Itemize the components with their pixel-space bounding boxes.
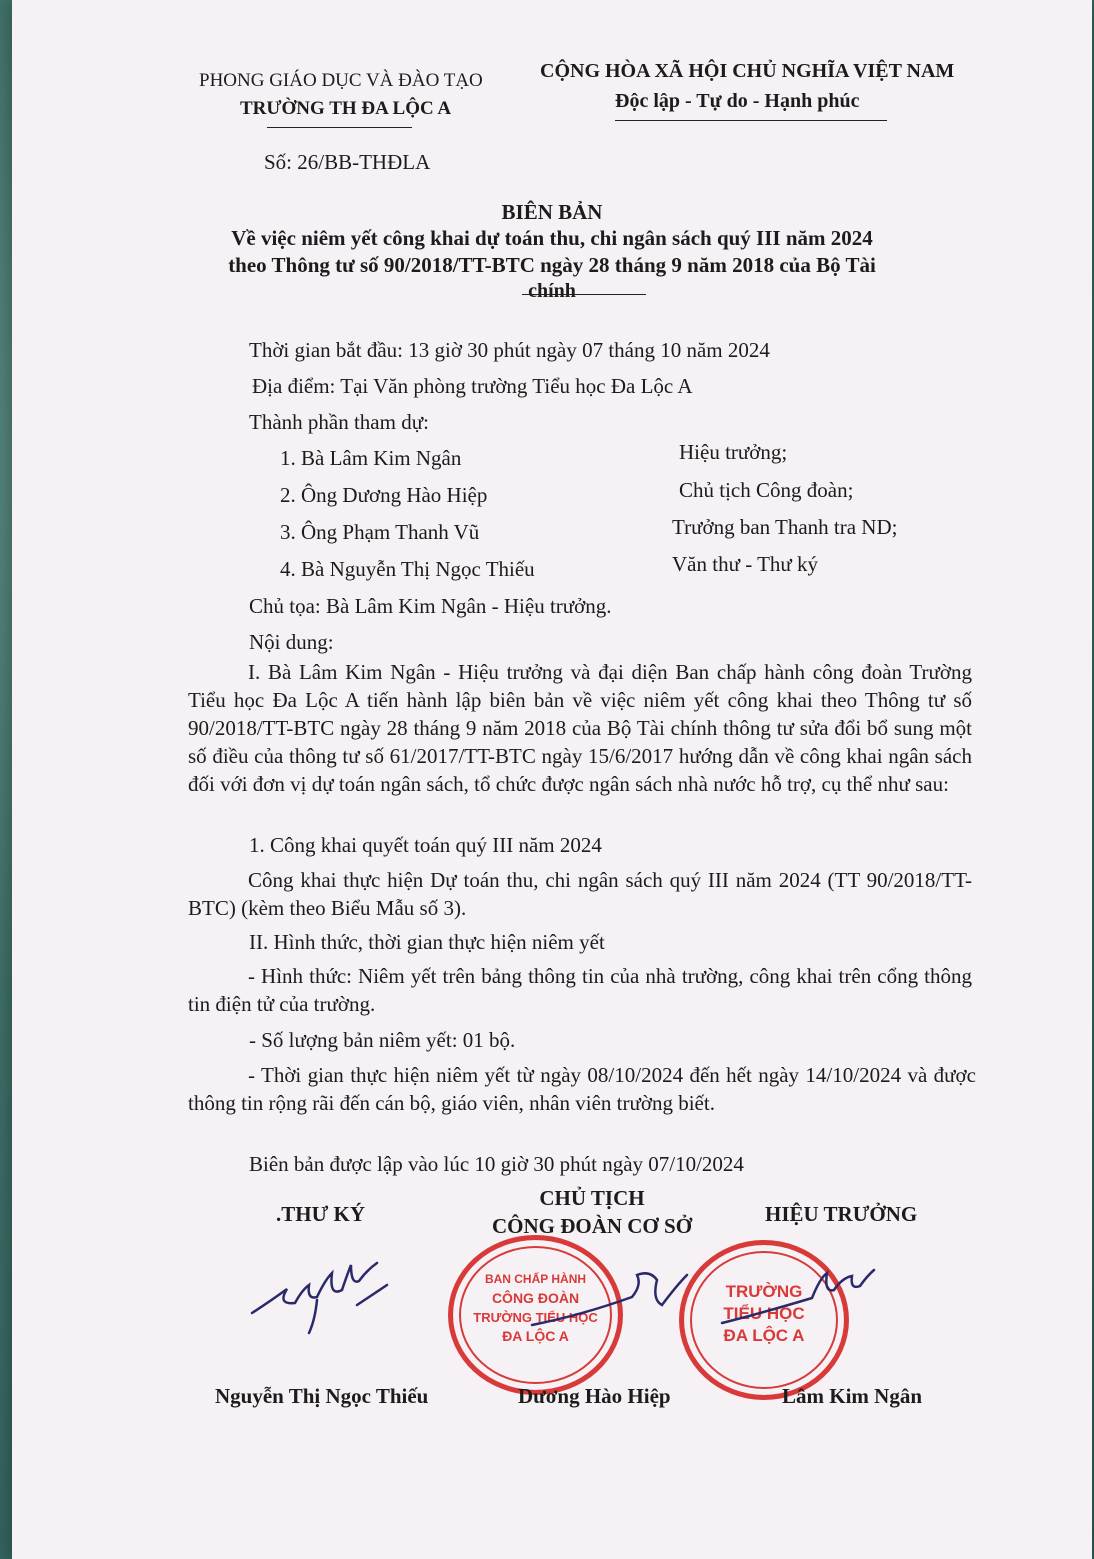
participant-name: 2. Ông Dương Hào Hiệp (280, 483, 488, 507)
participant-role: Văn thư - Thư ký (672, 552, 819, 576)
closing-line: Biên bản được lập vào lúc 10 giờ 30 phút ngày 07/10/2024 (249, 1152, 744, 1176)
document-subtitle-line3: chính (528, 280, 576, 302)
period-paragraph: - Thời gian thực hiện niêm yết từ ngày 08/10/2024 đến hết ngày 14/10/2024 và được thông tin rộng rãi đến cán bộ, giáo viên, nhân viên trường biết. (188, 1063, 976, 1115)
start-time: Thời gian bắt đầu: 13 giờ 30 phút ngày 07 tháng 10 năm 2024 (249, 338, 770, 362)
motto-underline (615, 120, 887, 121)
nation-title: CỘNG HÒA XÃ HỘI CHỦ NGHĨA VIỆT NAM (540, 60, 955, 82)
participant-name: 1. Bà Lâm Kim Ngân (280, 446, 462, 470)
principal-name: Lâm Kim Ngân (782, 1384, 923, 1408)
document-sheet (12, 0, 1092, 1559)
section-item-1: 1. Công khai quyết toán quý III năm 2024 (249, 833, 602, 857)
location: Địa điểm: Tại Văn phòng trường Tiểu học Đa Lộc A (252, 374, 693, 398)
participants-label: Thành phần tham dự: (249, 410, 429, 434)
secretary-name: Nguyễn Thị Ngọc Thiếu (215, 1384, 429, 1408)
ministry-name: PHONG GIÁO DỤC VÀ ĐÀO TẠO (199, 70, 483, 91)
nation-motto: Độc lập - Tự do - Hạnh phúc (615, 90, 860, 112)
school-underline (267, 127, 412, 128)
principal-signature (702, 1258, 882, 1338)
school-name: TRƯỜNG TH ĐA LỘC A (240, 98, 452, 119)
content-label: Nội dung: (249, 630, 334, 654)
secretary-title: .THƯ KÝ (276, 1202, 366, 1226)
union-stamp-text: BAN CHẤP HÀNH CÔNG ĐOÀN TRƯỜNG TIỂU HỌC ĐA LỘC A (473, 1272, 598, 1344)
participant-name: 3. Ông Phạm Thanh Vũ (280, 520, 480, 544)
document-number: Số: 26/BB-THĐLA (264, 150, 431, 174)
content-paragraph-1: I. Bà Lâm Kim Ngân - Hiệu trưởng và đại diện Ban chấp hành công đoàn Trường Tiểu học Đa Lộc A tiến hành lập biên bản về việc niêm yết công khai theo Thông tư số 90/2018/TT-BTC ngày 28 tháng 9 năm 2018 của Bộ Tài chính thông tư sửa đổi bổ sung một số điều của thông tư số 61/2017/TT-BTC ngày 15/6/2017 hướng dẫn về công khai ngân sách đối với đơn vị dự toán ngân sách, tổ chức được ngân sách nhà nước hỗ trợ, cụ thể như sau: (188, 660, 972, 796)
chairperson: Chủ tọa: Bà Lâm Kim Ngân - Hiệu trưởng. (249, 594, 612, 618)
document-title: BIÊN BẢN (501, 200, 603, 224)
section-heading-2: II. Hình thức, thời gian thực hiện niêm yết (249, 930, 605, 954)
union-chair-title-line2: CÔNG ĐOÀN CƠ SỞ (491, 1214, 693, 1238)
secretary-signature (247, 1245, 397, 1340)
document-subtitle-line1: Về việc niêm yết công khai dự toán thu, chi ngân sách quý III năm 2024 (231, 226, 873, 250)
union-chair-name: Dương Hào Hiệp (518, 1384, 671, 1408)
content-paragraph-2: Công khai thực hiện Dự toán thu, chi ngân sách quý III năm 2024 (TT 90/2018/TT-BTC) (kèm theo Biểu Mẫu số 3). (188, 868, 972, 920)
union-chair-title: CHỦ TỊCH (539, 1186, 645, 1210)
participant-name: 4. Bà Nguyễn Thị Ngọc Thiếu (280, 557, 535, 581)
quantity-line: - Số lượng bản niêm yết: 01 bộ. (249, 1028, 516, 1052)
principal-title: HIỆU TRƯỞNG (765, 1202, 918, 1226)
form-paragraph: - Hình thức: Niêm yết trên bảng thông tin của nhà trường, công khai trên cổng thông tin điện tử của trường. (188, 964, 972, 1016)
title-underline (522, 294, 646, 295)
participant-role: Chủ tịch Công đoàn; (679, 478, 854, 502)
document-subtitle-line2: theo Thông tư số 90/2018/TT-BTC ngày 28 tháng 9 năm 2018 của Bộ Tài (228, 253, 876, 277)
participant-role: Trưởng ban Thanh tra ND; (672, 515, 898, 539)
participant-role: Hiệu trưởng; (679, 440, 788, 464)
school-stamp-text: TRƯỜNG TIỂU HỌC ĐA LỘC A (723, 1282, 805, 1345)
